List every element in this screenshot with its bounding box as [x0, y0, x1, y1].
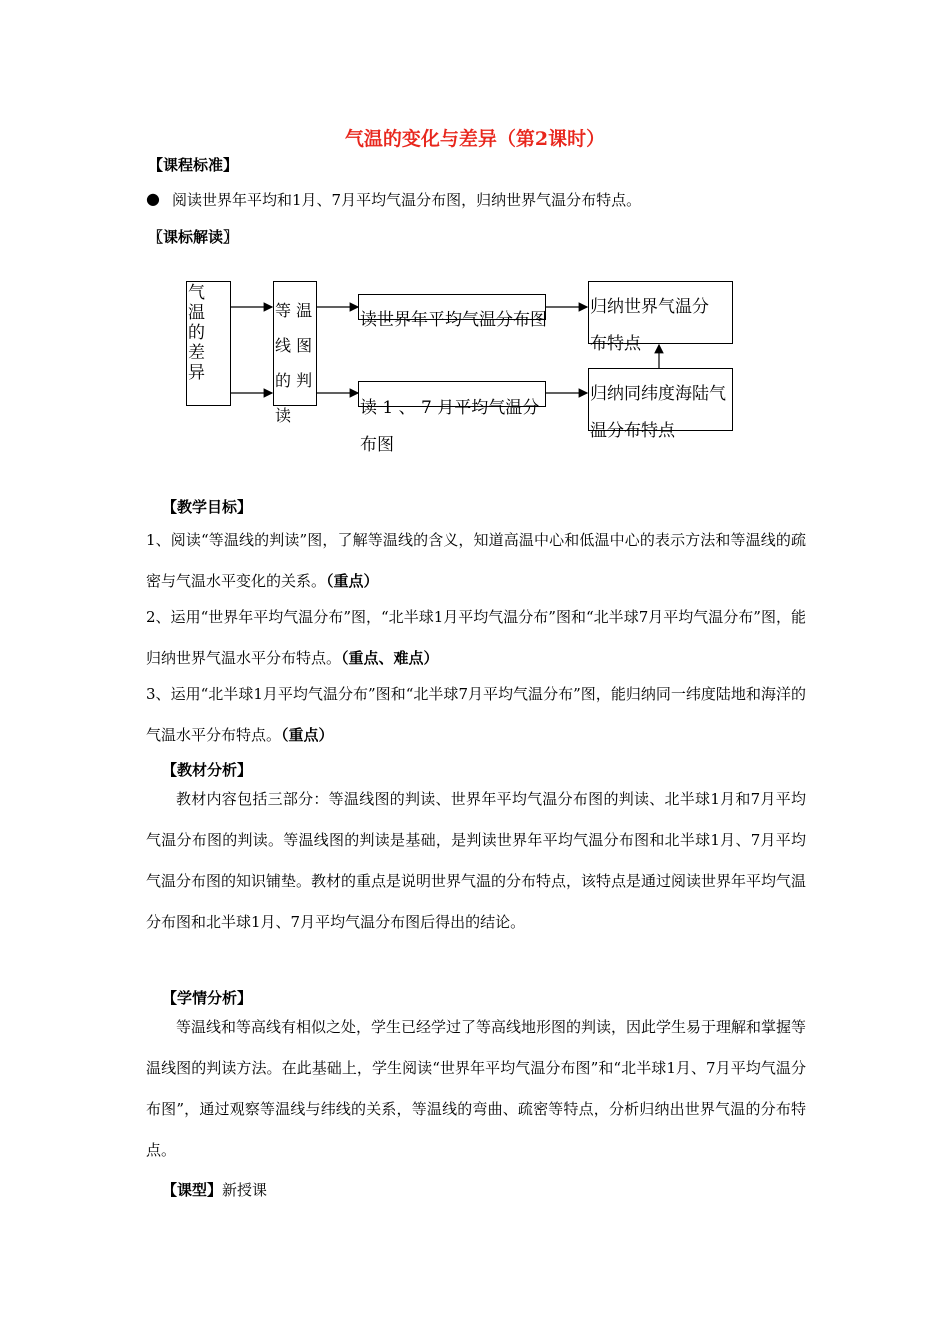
lower-task-label: 读 1 、 7 月平均气温分布图 — [360, 398, 540, 455]
objective-text: 3、运用“北半球1月平均气温分布”图和“北半球7月平均气温分布”图，能归纳同一纬度陆地和海洋的气温水平分布特点。 — [146, 685, 806, 744]
lesson-type-value: 新授课 — [222, 1181, 268, 1199]
material-text: 教材内容包括三部分：等温线图的判读、世界年平均气温分布图的判读、北半球1月和7月平均气温分布图的判读。等温线图的判读是基础，是判读世界年平均气温分布图和北半球1月、7月平均气温分布图的知识铺垫。教材的重点是说明世界气温的分布特点，该特点是通过阅读世界年平均气温分布图和北半球1月、7月平均气温分布图后得出的结论。 — [146, 790, 807, 931]
objective-item-2 — [146, 597, 806, 679]
objective-item-1 — [146, 520, 806, 602]
objective-tag: （重点、难点） — [341, 649, 439, 667]
material-heading: 【教材分析】 — [162, 761, 253, 779]
root-label: 气温的差异 — [188, 283, 205, 383]
interpretation-heading: 〖课标解读〗 — [148, 228, 239, 246]
objective-item-3 — [146, 674, 806, 756]
upper-result-label: 归纳世界气温分布特点 — [590, 297, 709, 354]
bullet-icon: ● — [146, 189, 160, 208]
standard-heading: 【课程标准】 — [148, 156, 239, 174]
learners-heading: 【学情分析】 — [162, 989, 253, 1007]
standard-text: 阅读世界年平均和1月、7月平均气温分布图，归纳世界气温分布特点。 — [172, 191, 642, 209]
objective-text: 2、运用“世界年平均气温分布”图，“北半球1月平均气温分布”图和“北半球7月平均气温分布”图，能归纳世界气温水平分布特点。 — [146, 608, 806, 667]
lower-result-label: 归纳同纬度海陆气温分布特点 — [590, 384, 726, 441]
objective-tag: （重点） — [326, 572, 379, 590]
objective-text: 1、阅读“等温线的判读”图，了解等温线的含义，知道高温中心和低温中心的表示方法和等温线的疏密与气温水平变化的关系。 — [146, 531, 806, 590]
objectives-heading: 【教学目标】 — [162, 498, 253, 516]
objective-tag: （重点） — [281, 726, 334, 744]
middle-label: 等 温 线 图 的 判 读 — [275, 301, 313, 425]
learners-text: 等温线和等高线有相似之处，学生已经学过了等高线地形图的判读，因此学生易于理解和掌握等温线图的判读方法。在此基础上，学生阅读“世界年平均气温分布图”和“北半球1月、7月平均气温分布图”，通过观察等温线与纬线的关系，等温线的弯曲、疏密等特点，分析归纳出世界气温的分布特点。 — [146, 1018, 807, 1159]
lesson-type — [162, 1179, 267, 1200]
page-title: 气温的变化与差异（第2课时） — [344, 128, 606, 150]
lesson-type-heading: 【课型】 — [162, 1181, 223, 1199]
upper-task-label: 读世界年平均气温分布图 — [360, 310, 547, 330]
